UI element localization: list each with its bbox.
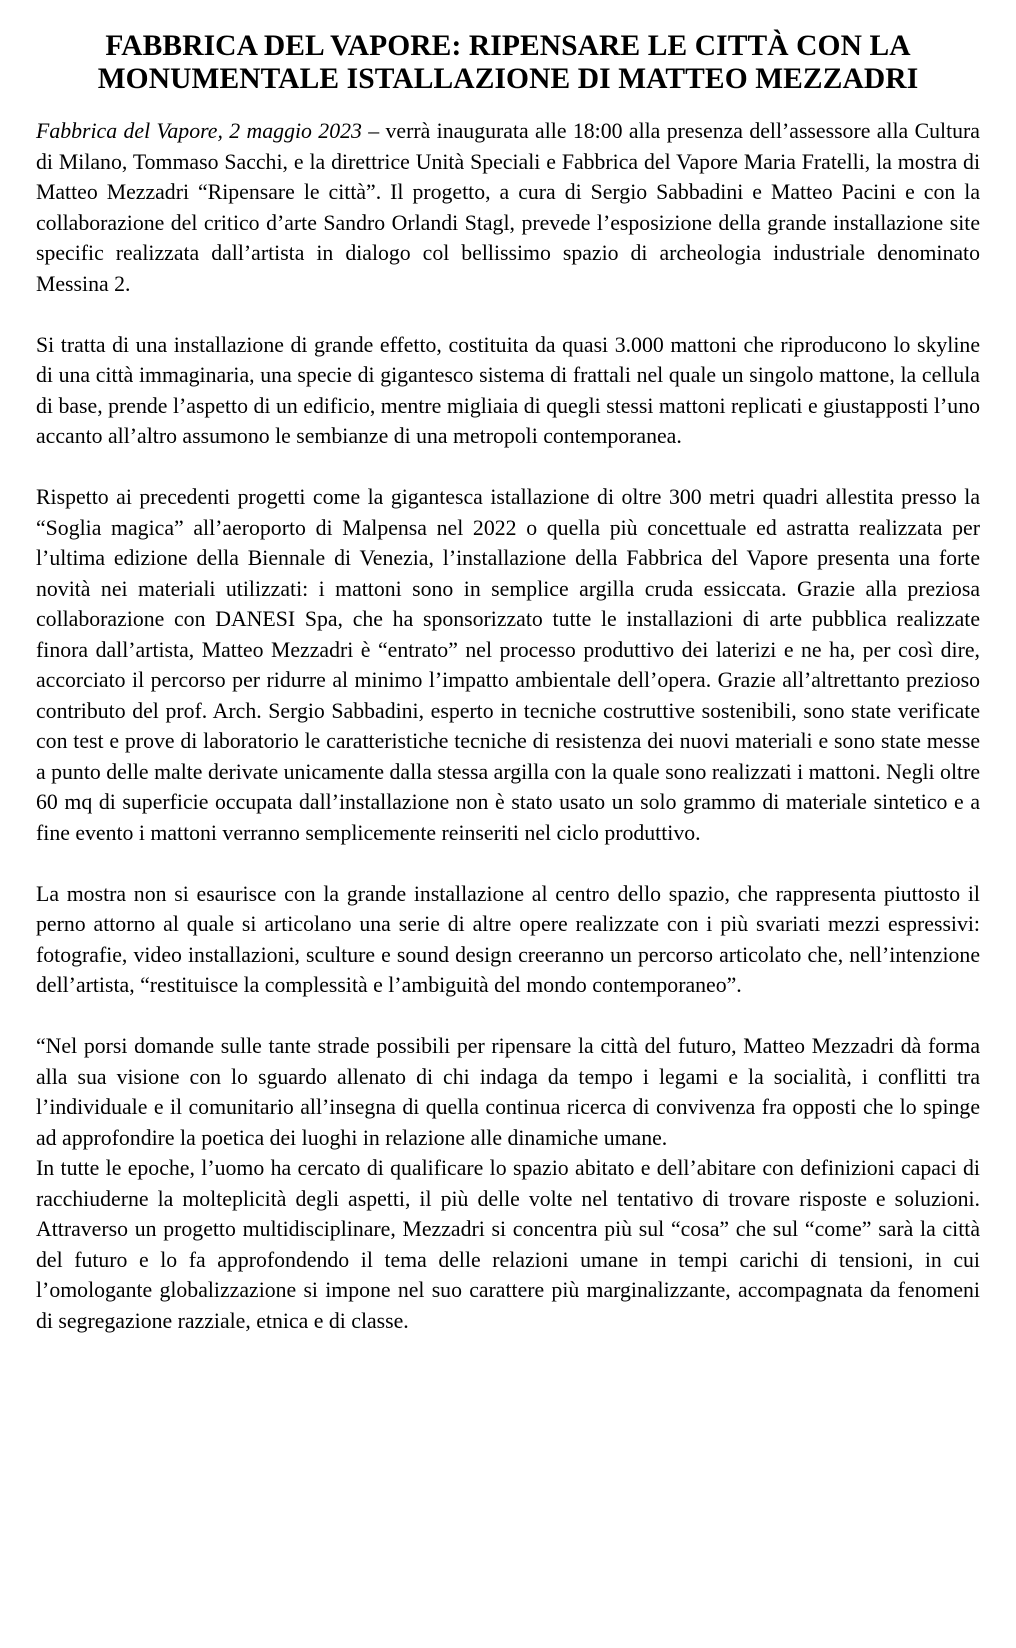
paragraph-installation: Si tratta di una installazione di grande effetto, costituita da quasi 3.000 mattoni che riproducono lo skyline di una città immaginaria, una specie di gigantesco sistema di frattali nel quale un singolo mattone, la cellula di base, prende l’aspetto di un edificio, mentre migliaia di quegli stessi mattoni replicati e giustapposti l’uno accanto all’altro assumono le sembianze di una metropoli contemporanea. — [36, 332, 980, 448]
paragraph-quote-continued: In tutte le epoche, l’uomo ha cercato di qualificare lo spazio abitato e dell’abitare con definizioni capaci di racchiuderne la molteplicità degli aspetti, il più delle volte nel tentativo di trovare risposte e soluzioni. Attraverso un progetto multidisciplinare, Mezzadri si concentra più sul “cosa” che sul “come” sarà la città del futuro e lo fa approfondendo il tema delle relazioni umane in tempi carichi di tensioni, in cui l’omologante globalizzazione si impone nel suo carattere più marginalizzante, accompagnata da fenomeni di segregazione razziale, etnica e di classe. — [36, 1156, 980, 1333]
paragraph-intro-text: – verrà inaugurata alle 18:00 alla presenza dell’assessore alla Cultura di Milano, Tommaso Sacchi, e la direttrice Unità Speciali e Fabbrica del Vapore Maria Fratelli, la mostra di Matteo Mezzadri “Ripensare le città”. Il progetto, a cura di Sergio Sabbadini e Matteo Pacini e con la collaborazione del critico d’arte Sandro Orlandi Stagl, prevede l’esposizione della grande installazione site specific realizzata dall’artista in dialogo col bellissimo spazio di archeologia industriale denominato Messina 2. — [36, 119, 980, 296]
title-line-1: FABBRICA DEL VAPORE: RIPENSARE LE CITTÀ CON LA — [105, 30, 911, 62]
title-line-2: MONUMENTALE ISTALLAZIONE DI MATTEO MEZZADRI — [97, 63, 919, 95]
document-body — [36, 116, 980, 1336]
paragraph-exhibition: La mostra non si esaurisce con la grande installazione al centro dello spazio, che rappresenta piuttosto il perno attorno al quale si articolano una serie di altre opere realizzate con i più svariati mezzi espressivi: fotografie, video installazioni, sculture e sound design creeranno un percorso articolato che, nell’intenzione dell’artista, “restituisce la complessità e l’ambiguità del mondo contemporaneo”. — [36, 881, 980, 997]
paragraph-materials: Rispetto ai precedenti progetti come la gigantesca istallazione di oltre 300 metri quadri allestita presso la “Soglia magica” all’aeroporto di Malpensa nel 2022 o quella più concettuale ed astratta realizzata per l’ultima edizione della Biennale di Venezia, l’installazione della Fabbrica del Vapore presenta una forte novità nei materiali utilizzati: i mattoni sono in semplice argilla cruda essiccata. Grazie alla preziosa collaborazione con DANESI Spa, che ha sponsorizzato tutte le installazioni di arte pubblica realizzate finora dall’artista, Matteo Mezzadri è “entrato” nel processo produttivo dei laterizi e ne ha, per così dire, accorciato il percorso per ridurre al minimo l’impatto ambientale dell’opera. Grazie all’altrettanto prezioso contributo del prof. Arch. Sergio Sabbadini, esperto in tecniche costruttive sostenibili, sono state verificate con test e prove di laboratorio le caratteristiche tecniche di resistenza dei nuovi materiali e sono state messe a punto delle malte derivate unicamente dalla stessa argilla con la quale sono realizzati i mattoni. Negli oltre 60 mq di superficie occupata dall’installazione non è stato usato un solo grammo di materiale sintetico e a fine evento i mattoni verranno semplicemente reinseriti nel ciclo produttivo. — [36, 485, 980, 845]
dateline: Fabbrica del Vapore, 2 maggio 2023 — [36, 119, 362, 143]
document-title — [36, 30, 980, 96]
paragraph-quote: “Nel porsi domande sulle tante strade possibili per ripensare la città del futuro, Matteo Mezzadri dà forma alla sua visione con lo sguardo allenato di chi indaga da tempo i legami e la socialità, i conflitti tra l’individuale e il comunitario all’insegna di quella continua ricerca di convivenza fra opposti che lo spinge ad approfondire la poetica dei luoghi in relazione alle dinamiche umane. — [36, 1034, 980, 1150]
paragraph-intro — [36, 116, 980, 299]
